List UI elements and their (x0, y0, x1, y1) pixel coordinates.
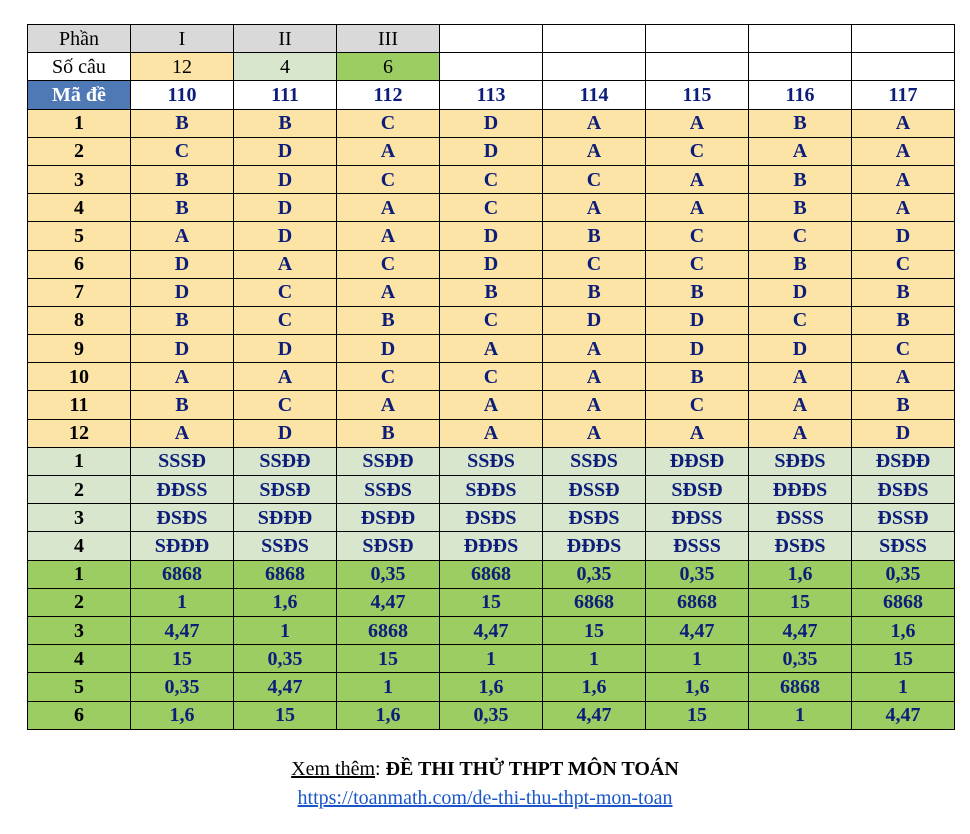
answer-cell: B (852, 278, 955, 306)
answer-cell: 4,47 (749, 616, 852, 644)
empty-cell (440, 53, 543, 81)
answer-row (28, 616, 955, 644)
answer-cell: 6868 (543, 588, 646, 616)
answer-cell: C (543, 250, 646, 278)
answer-cell: D (440, 222, 543, 250)
answer-cell: A (234, 250, 337, 278)
answer-cell: A (337, 391, 440, 419)
exam-code: 116 (749, 81, 852, 109)
answer-cell: A (646, 109, 749, 137)
answer-key-table (27, 24, 955, 730)
answer-cell: B (646, 278, 749, 306)
answer-cell: D (234, 165, 337, 193)
answer-cell: SSĐĐ (234, 447, 337, 475)
count-part-2: 4 (234, 53, 337, 81)
answer-cell: A (337, 278, 440, 306)
answer-cell: D (749, 278, 852, 306)
answer-row (28, 391, 955, 419)
answer-cell: B (749, 109, 852, 137)
answer-cell: 1,6 (749, 560, 852, 588)
empty-cell (852, 25, 955, 53)
exam-code: 113 (440, 81, 543, 109)
see-more-label: Xem thêm (291, 758, 376, 780)
answer-cell: C (646, 391, 749, 419)
answer-row (28, 476, 955, 504)
answer-cell: 15 (440, 588, 543, 616)
answer-cell: A (337, 194, 440, 222)
answer-cell: 4,47 (440, 616, 543, 644)
answer-cell: SSĐS (543, 447, 646, 475)
answer-cell: ĐĐSS (131, 476, 234, 504)
socau-label: Số câu (28, 53, 131, 81)
answer-cell: C (234, 278, 337, 306)
answer-cell: D (234, 137, 337, 165)
exam-code: 117 (852, 81, 955, 109)
answer-cell: A (749, 391, 852, 419)
answer-cell: D (852, 222, 955, 250)
empty-cell (852, 53, 955, 81)
question-number: 4 (28, 194, 131, 222)
answer-cell: 6868 (234, 560, 337, 588)
answer-cell: ĐSĐS (852, 476, 955, 504)
answer-cell: C (337, 250, 440, 278)
answer-cell: B (234, 109, 337, 137)
answer-cell: 0,35 (131, 673, 234, 701)
empty-cell (543, 53, 646, 81)
answer-cell: C (543, 165, 646, 193)
part-label-2: II (234, 25, 337, 53)
answer-cell: SĐĐS (440, 476, 543, 504)
answer-cell: 4,47 (337, 588, 440, 616)
answer-cell: A (131, 222, 234, 250)
answer-cell: A (543, 194, 646, 222)
answer-cell: D (749, 335, 852, 363)
answer-cell: B (749, 250, 852, 278)
answer-cell: C (749, 222, 852, 250)
answer-cell: 1 (749, 701, 852, 729)
answer-cell: 1 (337, 673, 440, 701)
question-number: 12 (28, 419, 131, 447)
header-row-codes (28, 81, 955, 109)
answer-cell: B (131, 194, 234, 222)
answer-cell: A (543, 391, 646, 419)
answer-cell: 4,47 (852, 701, 955, 729)
answer-cell: A (234, 363, 337, 391)
empty-cell (749, 25, 852, 53)
header-row-parts (28, 25, 955, 53)
answer-cell: ĐSSS (646, 532, 749, 560)
exam-code: 110 (131, 81, 234, 109)
empty-cell (646, 25, 749, 53)
answer-cell: D (543, 306, 646, 334)
answer-cell: A (337, 222, 440, 250)
answer-cell: D (337, 335, 440, 363)
answer-row (28, 701, 955, 729)
answer-row (28, 363, 955, 391)
exam-code: 114 (543, 81, 646, 109)
empty-cell (440, 25, 543, 53)
answer-cell: A (852, 165, 955, 193)
answer-cell: 1,6 (337, 701, 440, 729)
answer-cell: C (749, 306, 852, 334)
question-number: 5 (28, 222, 131, 250)
question-number: 3 (28, 165, 131, 193)
answer-row (28, 645, 955, 673)
question-number: 1 (28, 109, 131, 137)
answer-cell: SĐSĐ (234, 476, 337, 504)
answer-cell: SĐSĐ (646, 476, 749, 504)
answer-cell: 15 (131, 645, 234, 673)
answer-cell: A (543, 419, 646, 447)
answer-cell: C (440, 306, 543, 334)
answer-cell: 15 (749, 588, 852, 616)
answer-cell: 4,47 (234, 673, 337, 701)
answer-cell: SĐĐĐ (131, 532, 234, 560)
question-number: 10 (28, 363, 131, 391)
question-number: 1 (28, 447, 131, 475)
answer-cell: 0,35 (852, 560, 955, 588)
answer-cell: A (646, 165, 749, 193)
answer-cell: ĐSĐS (543, 504, 646, 532)
answer-cell: C (337, 109, 440, 137)
question-number: 6 (28, 701, 131, 729)
answer-cell: 1 (646, 645, 749, 673)
phan-label: Phần (28, 25, 131, 53)
answer-cell: A (646, 194, 749, 222)
count-part-3: 6 (337, 53, 440, 81)
answer-cell: 1,6 (543, 673, 646, 701)
answer-cell: D (646, 335, 749, 363)
answer-cell: D (440, 109, 543, 137)
question-number: 1 (28, 560, 131, 588)
answer-row (28, 306, 955, 334)
answer-cell: A (543, 137, 646, 165)
answer-cell: 15 (337, 645, 440, 673)
answer-cell: A (543, 363, 646, 391)
answer-cell: C (337, 165, 440, 193)
answer-cell: SĐSS (852, 532, 955, 560)
answer-cell: A (646, 419, 749, 447)
answer-row (28, 335, 955, 363)
header-row-counts (28, 53, 955, 81)
question-number: 9 (28, 335, 131, 363)
answer-row (28, 165, 955, 193)
answer-cell: ĐĐSĐ (646, 447, 749, 475)
question-number: 8 (28, 306, 131, 334)
question-number: 5 (28, 673, 131, 701)
answer-cell: ĐĐSS (646, 504, 749, 532)
footer-title: ĐỀ THI THỬ THPT MÔN TOÁN (385, 758, 679, 780)
answer-row (28, 532, 955, 560)
answer-cell: C (646, 137, 749, 165)
answer-row (28, 250, 955, 278)
answer-row (28, 447, 955, 475)
answer-cell: 0,35 (337, 560, 440, 588)
answer-cell: ĐSSS (749, 504, 852, 532)
answer-cell: D (234, 419, 337, 447)
answer-cell: D (852, 419, 955, 447)
answer-cell: B (440, 278, 543, 306)
answer-row (28, 194, 955, 222)
answer-cell: ĐSĐS (440, 504, 543, 532)
answer-cell: C (131, 137, 234, 165)
answer-row (28, 673, 955, 701)
answer-cell: 6868 (852, 588, 955, 616)
made-label: Mã đề (28, 81, 131, 109)
answer-cell: 1,6 (646, 673, 749, 701)
count-part-1: 12 (131, 53, 234, 81)
answer-cell: C (234, 391, 337, 419)
answer-cell: SĐSĐ (337, 532, 440, 560)
answer-cell: A (131, 363, 234, 391)
answer-row (28, 137, 955, 165)
answer-cell: ĐSĐĐ (337, 504, 440, 532)
question-number: 3 (28, 504, 131, 532)
answer-cell: 15 (646, 701, 749, 729)
answer-cell: 0,35 (646, 560, 749, 588)
answer-cell: ĐSĐS (131, 504, 234, 532)
answer-cell: 1 (543, 645, 646, 673)
footer-link-line (0, 787, 970, 810)
answer-cell: A (131, 419, 234, 447)
answer-cell: B (131, 306, 234, 334)
answer-cell: A (543, 335, 646, 363)
answer-cell: B (337, 419, 440, 447)
answer-cell: ĐĐĐS (749, 476, 852, 504)
answer-cell: C (852, 250, 955, 278)
question-number: 6 (28, 250, 131, 278)
exam-code: 115 (646, 81, 749, 109)
answer-cell: 4,47 (131, 616, 234, 644)
answer-cell: B (749, 194, 852, 222)
answer-row (28, 588, 955, 616)
answer-cell: 0,35 (234, 645, 337, 673)
answer-cell: C (646, 250, 749, 278)
answer-cell: A (440, 419, 543, 447)
answer-cell: A (852, 109, 955, 137)
answer-cell: B (852, 306, 955, 334)
answer-cell: 1,6 (852, 616, 955, 644)
answer-cell: 6868 (646, 588, 749, 616)
exam-code: 111 (234, 81, 337, 109)
answer-cell: B (749, 165, 852, 193)
answer-cell: 15 (852, 645, 955, 673)
question-number: 4 (28, 645, 131, 673)
exam-code: 112 (337, 81, 440, 109)
answer-cell: A (543, 109, 646, 137)
answer-cell: A (337, 137, 440, 165)
empty-cell (646, 53, 749, 81)
answer-cell: D (234, 222, 337, 250)
answer-cell: 6868 (440, 560, 543, 588)
answer-cell: 1,6 (440, 673, 543, 701)
answer-cell: A (749, 363, 852, 391)
answer-cell: SSĐS (337, 476, 440, 504)
answer-cell: A (749, 419, 852, 447)
answer-cell: 4,47 (646, 616, 749, 644)
answer-cell: ĐĐĐS (543, 532, 646, 560)
answer-cell: 1,6 (131, 701, 234, 729)
answer-row (28, 109, 955, 137)
answer-cell: ĐSĐĐ (852, 447, 955, 475)
answer-cell: B (543, 278, 646, 306)
answer-cell: ĐĐĐS (440, 532, 543, 560)
answer-cell: 6868 (749, 673, 852, 701)
question-number: 7 (28, 278, 131, 306)
answer-cell: 0,35 (543, 560, 646, 588)
answer-cell: D (234, 335, 337, 363)
answer-cell: D (131, 278, 234, 306)
answer-cell: D (440, 137, 543, 165)
answer-cell: A (440, 335, 543, 363)
answer-cell: 1 (440, 645, 543, 673)
question-number: 4 (28, 532, 131, 560)
answer-cell: B (852, 391, 955, 419)
question-number: 2 (28, 137, 131, 165)
question-number: 2 (28, 476, 131, 504)
answer-cell: SSĐS (440, 447, 543, 475)
answer-cell: B (543, 222, 646, 250)
footer-see-more (0, 758, 970, 781)
answer-cell: D (131, 335, 234, 363)
answer-cell: C (440, 165, 543, 193)
answer-cell: 0,35 (749, 645, 852, 673)
answer-cell: C (234, 306, 337, 334)
answer-cell: 1 (131, 588, 234, 616)
answer-cell: 6868 (337, 616, 440, 644)
answer-cell: C (337, 363, 440, 391)
answer-cell: D (440, 250, 543, 278)
part-label-3: III (337, 25, 440, 53)
question-number: 2 (28, 588, 131, 616)
answer-row (28, 560, 955, 588)
answer-cell: 6868 (131, 560, 234, 588)
footer-link[interactable]: https://toanmath.com/de-thi-thu-thpt-mon-toan (297, 787, 673, 809)
answer-cell: A (440, 391, 543, 419)
answer-cell: A (852, 363, 955, 391)
answer-cell: D (131, 250, 234, 278)
answer-cell: C (440, 194, 543, 222)
empty-cell (543, 25, 646, 53)
answer-cell: SSSĐ (131, 447, 234, 475)
answer-cell: ĐSSĐ (852, 504, 955, 532)
question-number: 3 (28, 616, 131, 644)
answer-cell: 15 (234, 701, 337, 729)
answer-cell: C (852, 335, 955, 363)
answer-cell: A (749, 137, 852, 165)
answer-cell: SSĐS (234, 532, 337, 560)
answer-cell: A (852, 137, 955, 165)
answer-cell: B (131, 109, 234, 137)
answer-cell: 4,47 (543, 701, 646, 729)
answer-cell: D (646, 306, 749, 334)
answer-cell: SĐĐĐ (234, 504, 337, 532)
answer-row (28, 278, 955, 306)
answer-cell: B (131, 165, 234, 193)
answer-cell: 1,6 (234, 588, 337, 616)
answer-cell: 1 (234, 616, 337, 644)
answer-cell: 1 (852, 673, 955, 701)
answer-cell: C (440, 363, 543, 391)
see-more-separator: : (375, 758, 386, 780)
answer-cell: SĐĐS (749, 447, 852, 475)
answer-row (28, 222, 955, 250)
empty-cell (749, 53, 852, 81)
answer-cell: 0,35 (440, 701, 543, 729)
answer-cell: SSĐĐ (337, 447, 440, 475)
answer-cell: C (646, 222, 749, 250)
answer-cell: B (131, 391, 234, 419)
answer-cell: A (852, 194, 955, 222)
answer-cell: D (234, 194, 337, 222)
answer-cell: B (337, 306, 440, 334)
question-number: 11 (28, 391, 131, 419)
part-label-1: I (131, 25, 234, 53)
answer-cell: 15 (543, 616, 646, 644)
answer-row (28, 419, 955, 447)
answer-row (28, 504, 955, 532)
answer-cell: ĐSĐS (749, 532, 852, 560)
answer-cell: B (646, 363, 749, 391)
answer-cell: ĐSSĐ (543, 476, 646, 504)
